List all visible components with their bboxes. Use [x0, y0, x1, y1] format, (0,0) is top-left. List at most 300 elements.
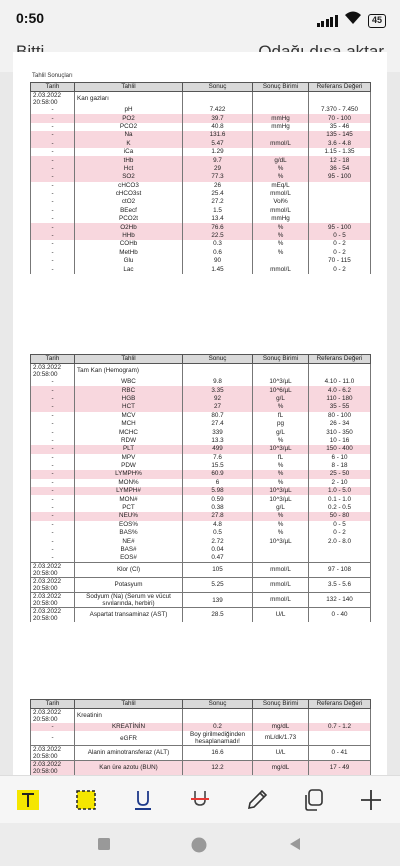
test-cell: iCa — [75, 148, 183, 156]
result-cell: 27.4 — [183, 420, 253, 428]
table-row — [31, 723, 371, 731]
back-icon — [287, 836, 303, 852]
table-row — [31, 761, 371, 776]
result-cell: 0.47 — [183, 554, 253, 563]
date-cell: - — [31, 462, 75, 470]
ref-cell: 1.15 - 1.35 — [309, 148, 371, 156]
ref-cell — [309, 731, 371, 746]
column-header-ref: Referans Değeri — [309, 700, 371, 709]
unit-cell: % — [253, 240, 309, 248]
copy-icon — [301, 787, 327, 813]
test-cell: Klor (Cl) — [75, 563, 183, 578]
ref-cell: 3.5 - 5.6 — [309, 578, 371, 593]
test-cell: Potasyum — [75, 578, 183, 593]
table-row — [31, 420, 371, 428]
test-cell: PDW — [75, 462, 183, 470]
test-cell: LYMPH# — [75, 487, 183, 495]
ref-cell: 0 - 40 — [309, 608, 371, 623]
date-cell: - — [31, 512, 75, 520]
ref-cell: 7.370 - 7.450 — [309, 106, 371, 114]
date-cell: - — [31, 412, 75, 420]
result-cell: 131.6 — [183, 131, 253, 139]
result-cell: 15.5 — [183, 462, 253, 470]
test-cell: Aspartat transaminaz (AST) — [75, 608, 183, 623]
result-cell: 105 — [183, 563, 253, 578]
test-cell: HGB — [75, 395, 183, 403]
unit-cell: pg — [253, 420, 309, 428]
unit-cell: % — [253, 437, 309, 445]
column-header-unit: Sonuç Birimi — [253, 700, 309, 709]
result-cell: 0.04 — [183, 546, 253, 554]
result-cell: 77.3 — [183, 173, 253, 181]
unit-cell: fL — [253, 412, 309, 420]
ref-cell: 0 - 2 — [309, 240, 371, 248]
result-cell: 25.4 — [183, 190, 253, 198]
table-row — [31, 521, 371, 529]
unit-cell: % — [253, 479, 309, 487]
unit-cell: mmol/L — [253, 265, 309, 273]
date-cell: - — [31, 495, 75, 503]
test-cell: Tam Kan (Hemogram) — [75, 364, 183, 379]
back-button[interactable] — [287, 836, 303, 857]
result-cell: 16.6 — [183, 746, 253, 761]
ref-cell: 0 - 5 — [309, 232, 371, 240]
unit-cell — [253, 257, 309, 265]
date-cell: - — [31, 173, 75, 181]
column-header-test: Tahlil — [75, 83, 183, 92]
status-icons — [317, 11, 386, 30]
table-row — [31, 428, 371, 436]
ref-cell: 0.1 - 1.0 — [309, 495, 371, 503]
date-cell: - — [31, 223, 75, 231]
table-row — [31, 546, 371, 554]
date-cell: - — [31, 156, 75, 164]
result-cell: 5.47 — [183, 140, 253, 148]
date-cell: - — [31, 148, 75, 156]
result-cell — [183, 92, 253, 107]
table-row — [31, 479, 371, 487]
table-row — [31, 92, 371, 107]
test-cell: Sodyum (Na) (Serum ve vücut sıvılarında, herbiri) — [75, 593, 183, 608]
result-cell: 22.5 — [183, 232, 253, 240]
ref-cell: 0 - 5 — [309, 521, 371, 529]
unit-cell: % — [253, 470, 309, 478]
unit-cell: 10^3/µL — [253, 495, 309, 503]
test-cell: PCO2t — [75, 215, 183, 223]
pen-button[interactable] — [241, 784, 273, 816]
ref-cell: 0.7 - 1.2 — [309, 723, 371, 731]
table-row — [31, 165, 371, 173]
test-cell: PCO2 — [75, 123, 183, 131]
result-cell: 60.9 — [183, 470, 253, 478]
table-row — [31, 578, 371, 593]
ref-cell: 150 - 400 — [309, 445, 371, 453]
date-cell: 2.03.2022 20:58:00 — [31, 608, 75, 623]
test-cell: Kreatinin — [75, 709, 183, 724]
ref-cell: 95 - 100 — [309, 223, 371, 231]
table-row — [31, 504, 371, 512]
test-cell: HHb — [75, 232, 183, 240]
ref-cell: 135 - 145 — [309, 131, 371, 139]
ref-cell: 26 - 34 — [309, 420, 371, 428]
table-row — [31, 386, 371, 394]
date-cell: - — [31, 182, 75, 190]
date-cell: - — [31, 249, 75, 257]
result-cell: 13.4 — [183, 215, 253, 223]
table-row — [31, 563, 371, 578]
table-row — [31, 223, 371, 231]
table-row — [31, 454, 371, 462]
result-cell: 0.3 — [183, 240, 253, 248]
test-cell: NEU% — [75, 512, 183, 520]
column-header-ref: Referans Değeri — [309, 355, 371, 364]
result-cell: 80.7 — [183, 412, 253, 420]
ref-cell: 0 - 2 — [309, 249, 371, 257]
unit-cell: % — [253, 521, 309, 529]
ref-cell — [309, 190, 371, 198]
unit-cell — [253, 546, 309, 554]
date-cell: - — [31, 207, 75, 215]
table-row — [31, 554, 371, 563]
ref-cell: 17 - 49 — [309, 761, 371, 776]
unit-cell: mL/dk/1.73 — [253, 731, 309, 746]
result-cell: 39.7 — [183, 114, 253, 122]
ref-cell: 3.6 - 4.8 — [309, 140, 371, 148]
unit-cell: mEq/L — [253, 182, 309, 190]
table-row — [31, 148, 371, 156]
unit-cell: % — [253, 223, 309, 231]
date-cell: - — [31, 546, 75, 554]
column-header-test: Tahlil — [75, 700, 183, 709]
test-cell: NE# — [75, 537, 183, 545]
unit-cell: g/L — [253, 504, 309, 512]
unit-cell — [253, 148, 309, 156]
ref-cell: 110 - 180 — [309, 395, 371, 403]
table-row — [31, 593, 371, 608]
date-cell: - — [31, 198, 75, 206]
status-bar — [0, 0, 400, 36]
column-header-date: Tarih — [31, 700, 75, 709]
table-row — [31, 207, 371, 215]
ref-cell: 36 - 54 — [309, 165, 371, 173]
copy-button[interactable] — [298, 784, 330, 816]
result-cell: 29 — [183, 165, 253, 173]
date-cell: - — [31, 470, 75, 478]
test-cell: Glu — [75, 257, 183, 265]
date-cell: - — [31, 378, 75, 386]
date-cell: - — [31, 403, 75, 411]
unit-cell: Vol% — [253, 198, 309, 206]
select-area-button[interactable] — [70, 784, 102, 816]
result-cell: 6 — [183, 479, 253, 487]
test-cell: tHb — [75, 156, 183, 164]
result-cell: 139 — [183, 593, 253, 608]
unit-cell — [253, 131, 309, 139]
result-cell: 90 — [183, 257, 253, 265]
unit-cell — [253, 106, 309, 114]
table-row — [31, 114, 371, 122]
test-cell: Kan üre azotu (BUN) — [75, 761, 183, 776]
table-row — [31, 140, 371, 148]
test-cell: MCV — [75, 412, 183, 420]
date-cell: - — [31, 131, 75, 139]
unit-cell: 10^3/µL — [253, 445, 309, 453]
unit-cell: mmol/L — [253, 190, 309, 198]
strikethrough-button[interactable] — [184, 784, 216, 816]
test-cell: eGFR — [75, 731, 183, 746]
result-cell: 27.8 — [183, 512, 253, 520]
table-row — [31, 529, 371, 537]
date-cell: - — [31, 265, 75, 273]
date-cell: - — [31, 420, 75, 428]
strikethrough-icon — [187, 787, 213, 813]
home-button[interactable] — [190, 836, 208, 859]
table-row — [31, 182, 371, 190]
test-cell: BAS# — [75, 546, 183, 554]
column-header-test: Tahlil — [75, 355, 183, 364]
ref-cell — [309, 364, 371, 379]
ref-cell — [309, 709, 371, 724]
ref-cell — [309, 215, 371, 223]
date-cell: - — [31, 521, 75, 529]
result-cell: 0.38 — [183, 504, 253, 512]
test-cell: MON# — [75, 495, 183, 503]
text-tool-button[interactable] — [12, 784, 44, 816]
unit-cell: % — [253, 249, 309, 257]
pen-icon — [244, 787, 270, 813]
unit-cell: g/dL — [253, 156, 309, 164]
select-area-icon — [73, 787, 99, 813]
add-icon — [358, 787, 384, 813]
result-cell: 0.2 — [183, 723, 253, 731]
ref-cell: 132 - 140 — [309, 593, 371, 608]
ref-cell: 50 - 80 — [309, 512, 371, 520]
date-cell: - — [31, 114, 75, 122]
date-cell: 2.03.2022 20:58:00 — [31, 593, 75, 608]
unit-cell: mmol/L — [253, 593, 309, 608]
unit-cell: mmHg — [253, 114, 309, 122]
unit-cell: mmHg — [253, 215, 309, 223]
table-row — [31, 537, 371, 545]
table-row — [31, 198, 371, 206]
table-row — [31, 412, 371, 420]
ref-cell: 10 - 16 — [309, 437, 371, 445]
blood-gas-table — [30, 82, 371, 274]
date-cell: - — [31, 386, 75, 394]
ref-cell: 4.10 - 11.0 — [309, 378, 371, 386]
table-row — [31, 462, 371, 470]
table-row — [31, 364, 371, 379]
column-header-ref: Referans Değeri — [309, 83, 371, 92]
unit-cell: U/L — [253, 608, 309, 623]
test-cell: MPV — [75, 454, 183, 462]
date-cell: - — [31, 165, 75, 173]
table-row — [31, 173, 371, 181]
test-cell: MCH — [75, 420, 183, 428]
unit-cell: 10^3/µL — [253, 487, 309, 495]
unit-cell: % — [253, 173, 309, 181]
column-header-date: Tarih — [31, 355, 75, 364]
test-cell: pH — [75, 106, 183, 114]
date-cell: - — [31, 504, 75, 512]
date-cell: - — [31, 554, 75, 563]
column-header-date: Tarih — [31, 83, 75, 92]
test-cell: Kan gazları — [75, 92, 183, 107]
test-cell: MON% — [75, 479, 183, 487]
date-cell: 2.03.2022 20:58:00 — [31, 709, 75, 724]
unit-cell — [253, 554, 309, 563]
pdf-page-2 — [13, 334, 387, 710]
date-cell: 2.03.2022 20:58:00 — [31, 746, 75, 761]
column-header-result: Sonuç — [183, 700, 253, 709]
table-header-row — [31, 355, 371, 364]
ref-cell — [309, 554, 371, 563]
ref-cell: 2.0 - 8.0 — [309, 537, 371, 545]
test-cell: RDW — [75, 437, 183, 445]
table-row — [31, 257, 371, 265]
table-row — [31, 395, 371, 403]
system-nav-bar — [0, 823, 400, 866]
underline-icon — [130, 787, 156, 813]
ref-cell: 80 - 100 — [309, 412, 371, 420]
test-cell: Lac — [75, 265, 183, 273]
unit-cell: mg/dL — [253, 723, 309, 731]
ref-cell: 0.2 - 0.5 — [309, 504, 371, 512]
unit-cell: % — [253, 512, 309, 520]
column-header-unit: Sonuç Birimi — [253, 355, 309, 364]
result-cell: 7.422 — [183, 106, 253, 114]
underline-button[interactable] — [127, 784, 159, 816]
result-cell: 28.5 — [183, 608, 253, 623]
date-cell: - — [31, 487, 75, 495]
result-cell: 27 — [183, 403, 253, 411]
date-cell: - — [31, 395, 75, 403]
column-header-result: Sonuç — [183, 83, 253, 92]
unit-cell: % — [253, 403, 309, 411]
annotation-toolbar — [0, 775, 400, 823]
table-row — [31, 190, 371, 198]
table-row — [31, 403, 371, 411]
table-row — [31, 232, 371, 240]
test-cell: BEecf — [75, 207, 183, 215]
test-cell: KREATİNİN — [75, 723, 183, 731]
test-cell: LYMPH% — [75, 470, 183, 478]
recents-button[interactable] — [96, 836, 112, 857]
result-cell: 5.98 — [183, 487, 253, 495]
ref-cell — [309, 207, 371, 215]
unit-cell: % — [253, 165, 309, 173]
result-cell: 0.5 — [183, 529, 253, 537]
result-cell: 499 — [183, 445, 253, 453]
date-cell: - — [31, 529, 75, 537]
battery-icon: 45 — [368, 14, 386, 28]
result-cell: 13.3 — [183, 437, 253, 445]
test-cell: HCT — [75, 403, 183, 411]
ref-cell: 4.0 - 6.2 — [309, 386, 371, 394]
table-row — [31, 512, 371, 520]
table-row — [31, 156, 371, 164]
date-cell: 2.03.2022 20:58:00 — [31, 578, 75, 593]
ref-cell: 12 - 18 — [309, 156, 371, 164]
add-button[interactable] — [355, 784, 387, 816]
unit-cell: mmol/L — [253, 563, 309, 578]
recents-icon — [96, 836, 112, 852]
date-cell: - — [31, 731, 75, 746]
unit-cell — [253, 709, 309, 724]
date-cell: 2.03.2022 20:58:00 — [31, 563, 75, 578]
ref-cell: 0 - 2 — [309, 265, 371, 273]
date-cell: - — [31, 257, 75, 265]
result-cell: 40.8 — [183, 123, 253, 131]
ref-cell: 35 - 55 — [309, 403, 371, 411]
test-cell: cHCO3 — [75, 182, 183, 190]
column-header-result: Sonuç — [183, 355, 253, 364]
table-row — [31, 487, 371, 495]
document-viewer[interactable] — [0, 72, 400, 775]
unit-cell: mmHg — [253, 123, 309, 131]
test-cell: ctO2 — [75, 198, 183, 206]
test-cell: O2Hb — [75, 223, 183, 231]
signal-icon — [317, 15, 338, 27]
unit-cell: g/L — [253, 395, 309, 403]
column-header-unit: Sonuç Birimi — [253, 83, 309, 92]
unit-cell: mmol/L — [253, 207, 309, 215]
result-cell — [183, 364, 253, 379]
date-cell: - — [31, 445, 75, 453]
test-cell: RBC — [75, 386, 183, 394]
date-cell: - — [31, 106, 75, 114]
ref-cell: 35 - 46 — [309, 123, 371, 131]
table-row — [31, 445, 371, 453]
result-cell: 12.2 — [183, 761, 253, 776]
result-cell: 27.2 — [183, 198, 253, 206]
test-cell: Alanin aminotransferaz (ALT) — [75, 746, 183, 761]
unit-cell: mg/dL — [253, 761, 309, 776]
test-cell: K — [75, 140, 183, 148]
result-cell: 9.8 — [183, 378, 253, 386]
test-cell: cHCO3st — [75, 190, 183, 198]
test-cell: EOS% — [75, 521, 183, 529]
date-cell: - — [31, 437, 75, 445]
table-row — [31, 265, 371, 273]
ref-cell: 2 - 10 — [309, 479, 371, 487]
ref-cell — [309, 182, 371, 190]
date-cell: 2.03.2022 20:58:00 — [31, 761, 75, 776]
unit-cell: fL — [253, 454, 309, 462]
table-row — [31, 495, 371, 503]
test-cell: SO2 — [75, 173, 183, 181]
ref-cell: 97 - 108 — [309, 563, 371, 578]
date-cell: 2.03.2022 20:58:00 — [31, 92, 75, 107]
test-cell: PLT — [75, 445, 183, 453]
result-cell: 4.8 — [183, 521, 253, 529]
unit-cell: U/L — [253, 746, 309, 761]
table-row — [31, 131, 371, 139]
table-header-row — [31, 83, 371, 92]
date-cell: - — [31, 723, 75, 731]
date-cell: - — [31, 232, 75, 240]
table-row — [31, 731, 371, 746]
test-cell: Hct — [75, 165, 183, 173]
table-row — [31, 709, 371, 724]
hemogram-table — [30, 354, 371, 622]
ref-cell: 1.0 - 5.0 — [309, 487, 371, 495]
home-icon — [190, 836, 208, 854]
date-cell: - — [31, 123, 75, 131]
result-cell — [183, 709, 253, 724]
date-cell: - — [31, 479, 75, 487]
result-cell: 9.7 — [183, 156, 253, 164]
